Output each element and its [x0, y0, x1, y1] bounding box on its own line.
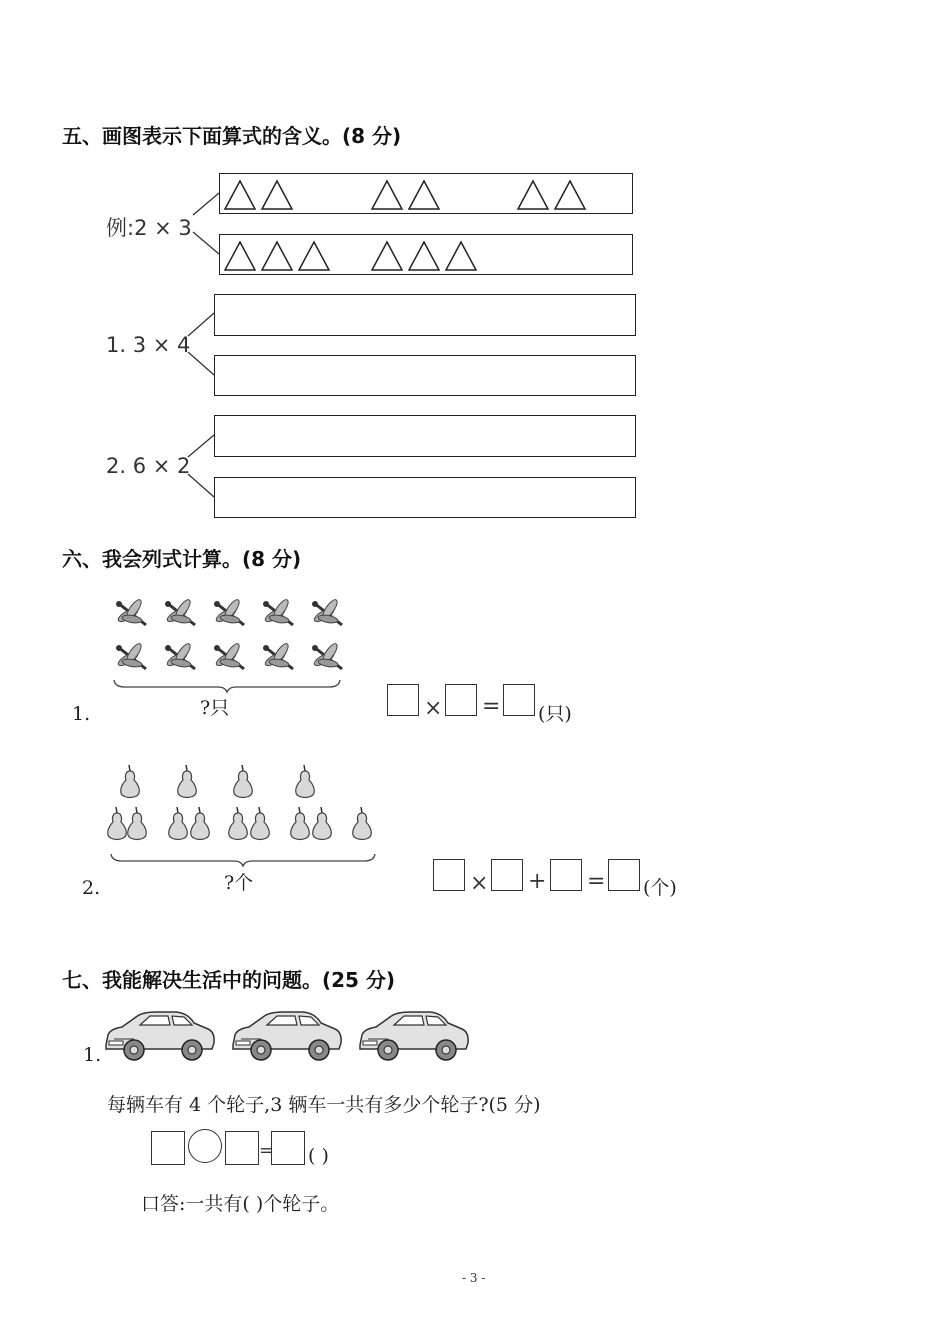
q2-expression: 2. 6 × 2 [106, 454, 191, 478]
times-sign: × [470, 871, 489, 896]
pear-icons [105, 763, 385, 843]
section-5-heading: 五、画图表示下面算式的含义。(8 分) [62, 124, 402, 148]
life-q1-number: 1. [83, 1044, 102, 1066]
equals-sign: = [482, 694, 501, 719]
times-sign: × [424, 696, 443, 721]
calc-q1-unit: (只) [538, 703, 572, 725]
calc-q2-unit: (个) [643, 877, 677, 899]
section-6-heading: 六、我会列式计算。(8 分) [62, 547, 302, 571]
example-box-top [219, 173, 633, 214]
triangle-icons-top [220, 174, 634, 215]
q2-draw-box-bottom[interactable] [214, 477, 636, 518]
equals-sign: = [587, 869, 606, 894]
life-q1-blank-1[interactable] [151, 1131, 185, 1165]
calc-q2-blank-4[interactable] [608, 859, 640, 891]
life-q1-blank-3[interactable] [271, 1131, 305, 1165]
equals-sign: = [259, 1141, 274, 1161]
brace-1 [113, 679, 343, 693]
life-q1-question: 每辆车有 4 个轮子,3 辆车一共有多少个轮子?(5 分) [107, 1094, 541, 1116]
life-q1-blank-2[interactable] [225, 1131, 259, 1165]
brace-1-label: ?只 [200, 697, 230, 719]
q2-draw-box-top[interactable] [214, 415, 636, 457]
life-q1-answer: 口答:一共有( )个轮子。 [141, 1193, 340, 1215]
calc-q1-blank-3[interactable] [503, 684, 535, 716]
calc-q2-blank-1[interactable] [433, 859, 465, 891]
calc-q2-number: 2. [82, 877, 101, 899]
brace-2 [110, 853, 378, 867]
life-q1-unit: ( ) [308, 1145, 329, 1167]
calc-q2-blank-3[interactable] [550, 859, 582, 891]
section-7-heading: 七、我能解决生活中的问题。(25 分) [62, 968, 396, 992]
triangle-icons-bottom [220, 235, 634, 276]
page-number: - 3 - [462, 1271, 486, 1285]
calc-q1-blank-1[interactable] [387, 684, 419, 716]
dragonfly-icons [110, 595, 350, 685]
example-expression: 例:2 × 3 [106, 216, 192, 240]
q1-draw-box-bottom[interactable] [214, 355, 636, 396]
q1-expression: 1. 3 × 4 [106, 333, 191, 357]
calc-q1-number: 1. [72, 703, 91, 725]
car-icons [104, 1005, 474, 1065]
example-box-bottom [219, 234, 633, 275]
q1-draw-box-top[interactable] [214, 294, 636, 336]
operator-circle[interactable] [188, 1129, 222, 1163]
calc-q1-blank-2[interactable] [445, 684, 477, 716]
brace-2-label: ?个 [224, 872, 254, 894]
calc-q2-blank-2[interactable] [491, 859, 523, 891]
plus-sign: + [528, 869, 547, 894]
